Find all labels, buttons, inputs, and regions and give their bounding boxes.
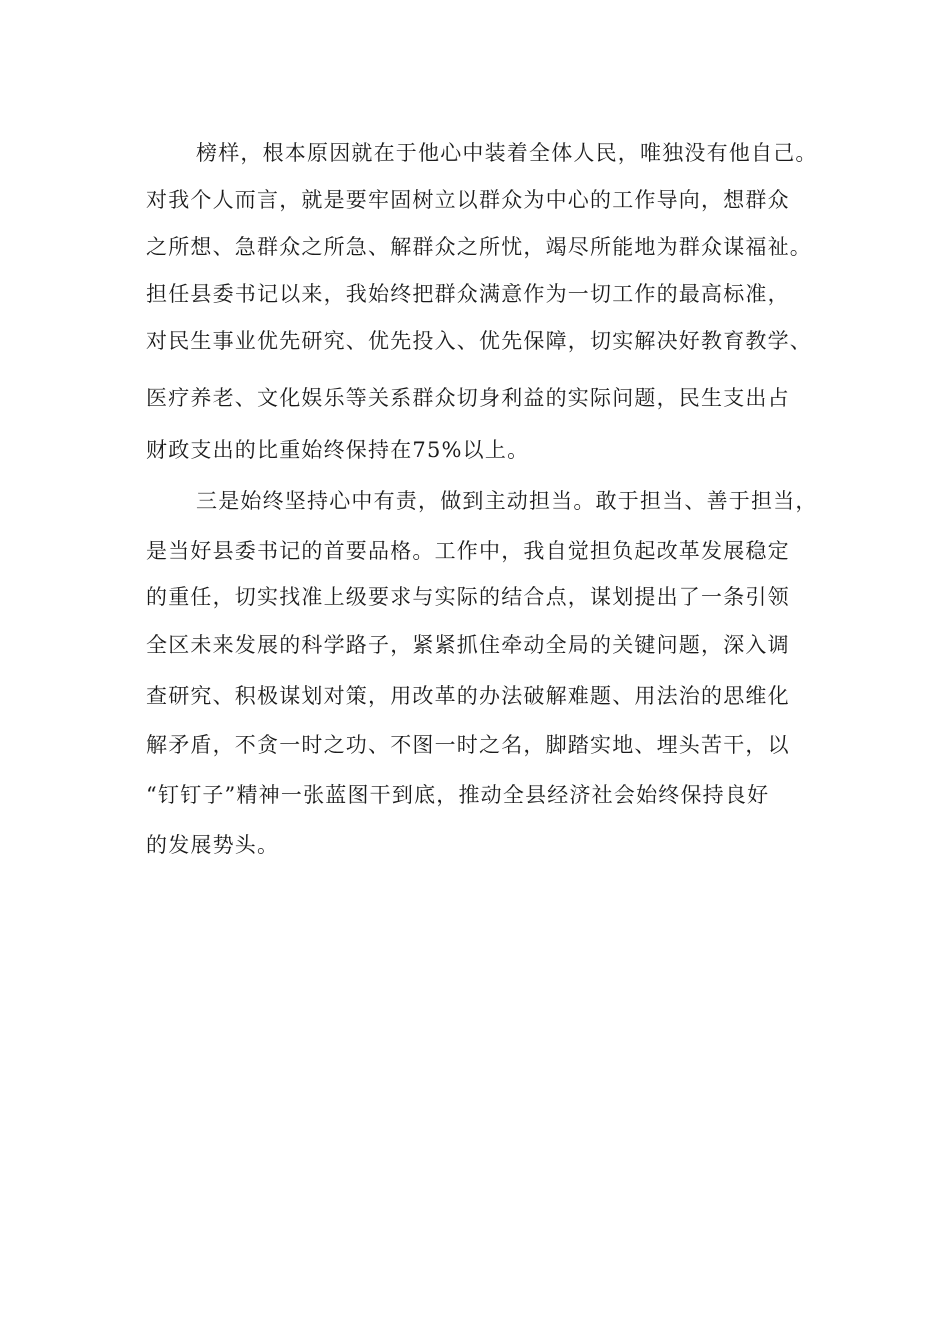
paragraph-line: 对民生事业优先研究、优先投入、优先保障，切实解决好教育教学、 — [146, 329, 812, 353]
paragraph-line: 担任县委书记以来，我始终把群众满意作为一切工作的最高标准， — [146, 282, 790, 306]
paragraph-line: 解矛盾，不贪一时之功、不图一时之名，脚踏实地、埋头苦干，以 — [146, 733, 790, 757]
paragraph-line: 是当好县委书记的首要品格。工作中，我自觉担负起改革发展稳定 — [146, 539, 790, 563]
paragraph-line: 对我个人而言，就是要牢固树立以群众为中心的工作导向，想群众 — [146, 188, 790, 212]
paragraph-line: 医疗养老、文化娱乐等关系群众切身利益的实际问题，民生支出占 — [146, 386, 790, 410]
paragraph-line: 的重任，切实找准上级要求与实际的结合点，谋划提出了一条引领 — [146, 585, 790, 609]
paragraph-line: 全区未来发展的科学路子，紧紧抓住牵动全局的关键问题，深入调 — [146, 633, 790, 657]
paragraph-line: “钉钉子”精神一张蓝图干到底，推动全县经济社会始终保持良好 — [146, 783, 770, 807]
paragraph-line: 财政支出的比重始终保持在75%以上。 — [146, 438, 530, 462]
paragraph-line: 之所想、急群众之所急、解群众之所忧，竭尽所能地为群众谋福祉。 — [146, 235, 812, 259]
paragraph-line: 三是始终坚持心中有责，做到主动担当。敢于担当、善于担当， — [196, 489, 818, 513]
paragraph-line: 查研究、积极谋划对策，用改革的办法破解难题、用法治的思维化 — [146, 684, 790, 708]
paragraph-line: 的发展势头。 — [146, 833, 280, 857]
paragraph-line: 榜样，根本原因就在于他心中装着全体人民，唯独没有他自己。 — [196, 141, 818, 165]
